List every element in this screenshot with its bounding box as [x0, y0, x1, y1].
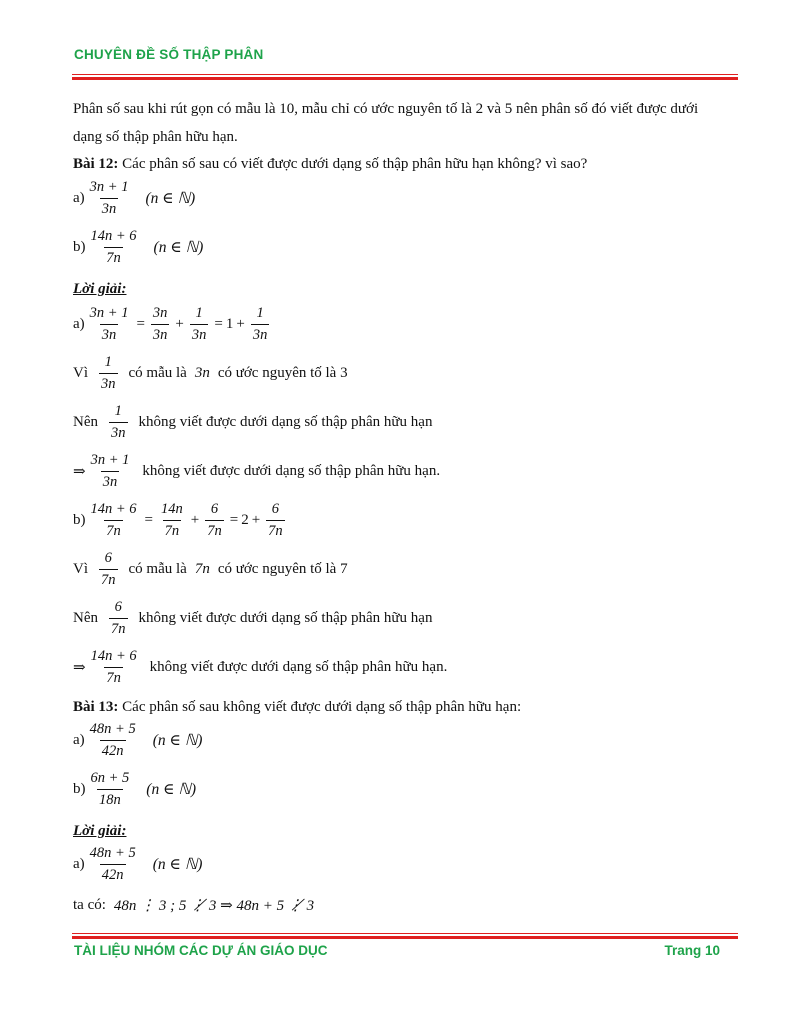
fraction: $\frac{3n + 1}{3n}$: [89, 179, 129, 217]
fraction: $\frac{6}{7n}$: [111, 599, 126, 637]
exercise-13-a: [73, 722, 202, 758]
solution-12-b: b) $\frac{14n + 6}{7n}$ = $\frac{14n}{7n}$ + $\frac{6}{7n}$ = 2 + $\frac{6}{7n}$: [73, 501, 283, 539]
footer-title: TÀI LIỆU NHÓM CÁC DỰ ÁN GIÁO DỤC: [74, 943, 328, 958]
fraction: $\frac{3n + 1}{3n}$: [89, 305, 129, 343]
exercise-12-question: Các phân số sau có viết được dưới dạng số thập phân hữu hạn không? vì sao?: [118, 156, 588, 172]
fraction: $\frac{6}{7n}$: [268, 501, 283, 539]
item-label: b): [73, 511, 86, 528]
page-header-title: CHUYÊN ĐỀ SỐ THẬP PHÂN: [74, 47, 264, 62]
exercise-13-label: Bài 13:: [73, 699, 119, 715]
intro-line-1: Phân số sau khi rút gọn có mẫu là 10, mẫu chỉ có ước nguyên tố là 2 và 5 nên phân số đó viết được dưới: [73, 101, 699, 117]
solution-12-b-therefore: Nên $\frac{6}{7n}$ không viết được dưới dạng số thập phân hữu hạn: [73, 599, 433, 637]
item-label: a): [73, 855, 85, 872]
fraction: $\frac{6}{7n}$: [207, 501, 222, 539]
exercise-12-a: [73, 180, 195, 216]
item-label: b): [73, 238, 86, 255]
implies-arrow: ⇒: [73, 659, 86, 676]
condition: (n ∈ ℕ): [153, 238, 204, 256]
exercise-13-question: Các phân số sau không viết được dưới dạng số thập phân hữu hạn:: [118, 699, 522, 715]
fraction: $\frac{3n}{3n}$: [152, 305, 168, 343]
fraction: $\frac{3n + 1}{3n}$: [90, 452, 130, 490]
solution-12-b-conclusion: ⇒ $\frac{14n + 6}{7n}$ không viết được dưới dạng số thập phân hữu hạn.: [73, 648, 448, 686]
condition: (n ∈ ℕ): [145, 189, 196, 207]
exercise-12: [73, 154, 720, 174]
fraction: $\frac{6n + 5}{18n}$: [90, 770, 130, 808]
item-label: a): [73, 315, 85, 332]
fraction: $\frac{1}{3n}$: [101, 354, 116, 392]
intro-line-2: dạng số thập phân hữu hạn.: [73, 129, 238, 145]
page-number: Trang 10: [664, 943, 720, 958]
implies-arrow: ⇒: [73, 463, 86, 480]
condition: (n ∈ ℕ): [152, 731, 203, 749]
condition: (n ∈ ℕ): [152, 855, 203, 873]
solution-12-a-conclusion: ⇒ $\frac{3n + 1}{3n}$ không viết được dưới dạng số thập phân hữu hạn.: [73, 452, 441, 490]
exercise-13-b: [73, 771, 196, 807]
exercise-12-label: Bài 12:: [73, 156, 119, 172]
condition: (n ∈ ℕ): [146, 780, 197, 798]
solution-12-a-therefore: Nên $\frac{1}{3n}$ không viết được dưới dạng số thập phân hữu hạn: [73, 403, 433, 441]
solution-13-a: [73, 846, 202, 882]
solution-heading-2: Lời giải:: [73, 823, 127, 839]
solution-heading-1: Lời giải:: [73, 281, 127, 297]
fraction: $\frac{48n + 5}{42n}$: [89, 845, 136, 883]
exercise-12-b: [73, 229, 203, 265]
fraction: $\frac{48n + 5}{42n}$: [89, 721, 136, 759]
solution-12-b-reason: Vì $\frac{6}{7n}$ có mẫu là 7n có ước nguyên tố là 7: [73, 550, 348, 588]
item-label: a): [73, 731, 85, 748]
fraction: $\frac{14n + 6}{7n}$: [90, 648, 137, 686]
solution-12-a: a) $\frac{3n + 1}{3n}$ = $\frac{3n}{3n}$ + $\frac{1}{3n}$ = 1 + $\frac{1}{3n}$: [73, 305, 268, 343]
header-rule-thin: [72, 74, 738, 75]
footer-rule-thin: [72, 933, 738, 934]
header-rule-thick: [72, 77, 738, 80]
fraction: $\frac{14n}{7n}$: [161, 501, 183, 539]
solution-13-a-note: ta có: 48n ⋮ 3 ; 5 ⋮̸ 3 ⇒ 48n + 5 ⋮̸ 3: [73, 897, 315, 914]
fraction: $\frac{1}{3n}$: [191, 305, 207, 343]
fraction: $\frac{14n + 6}{7n}$: [90, 228, 137, 266]
exercise-13: [73, 697, 720, 717]
fraction: $\frac{1}{3n}$: [252, 305, 268, 343]
fraction: $\frac{14n + 6}{7n}$: [90, 501, 137, 539]
fraction: $\frac{1}{3n}$: [111, 403, 126, 441]
fraction: $\frac{6}{7n}$: [101, 550, 116, 588]
solution-12-a-reason: Vì $\frac{1}{3n}$ có mẫu là 3n có ước nguyên tố là 3: [73, 354, 348, 392]
footer-rule-thick: [72, 936, 738, 939]
item-label: a): [73, 189, 85, 206]
item-label: b): [73, 780, 86, 797]
